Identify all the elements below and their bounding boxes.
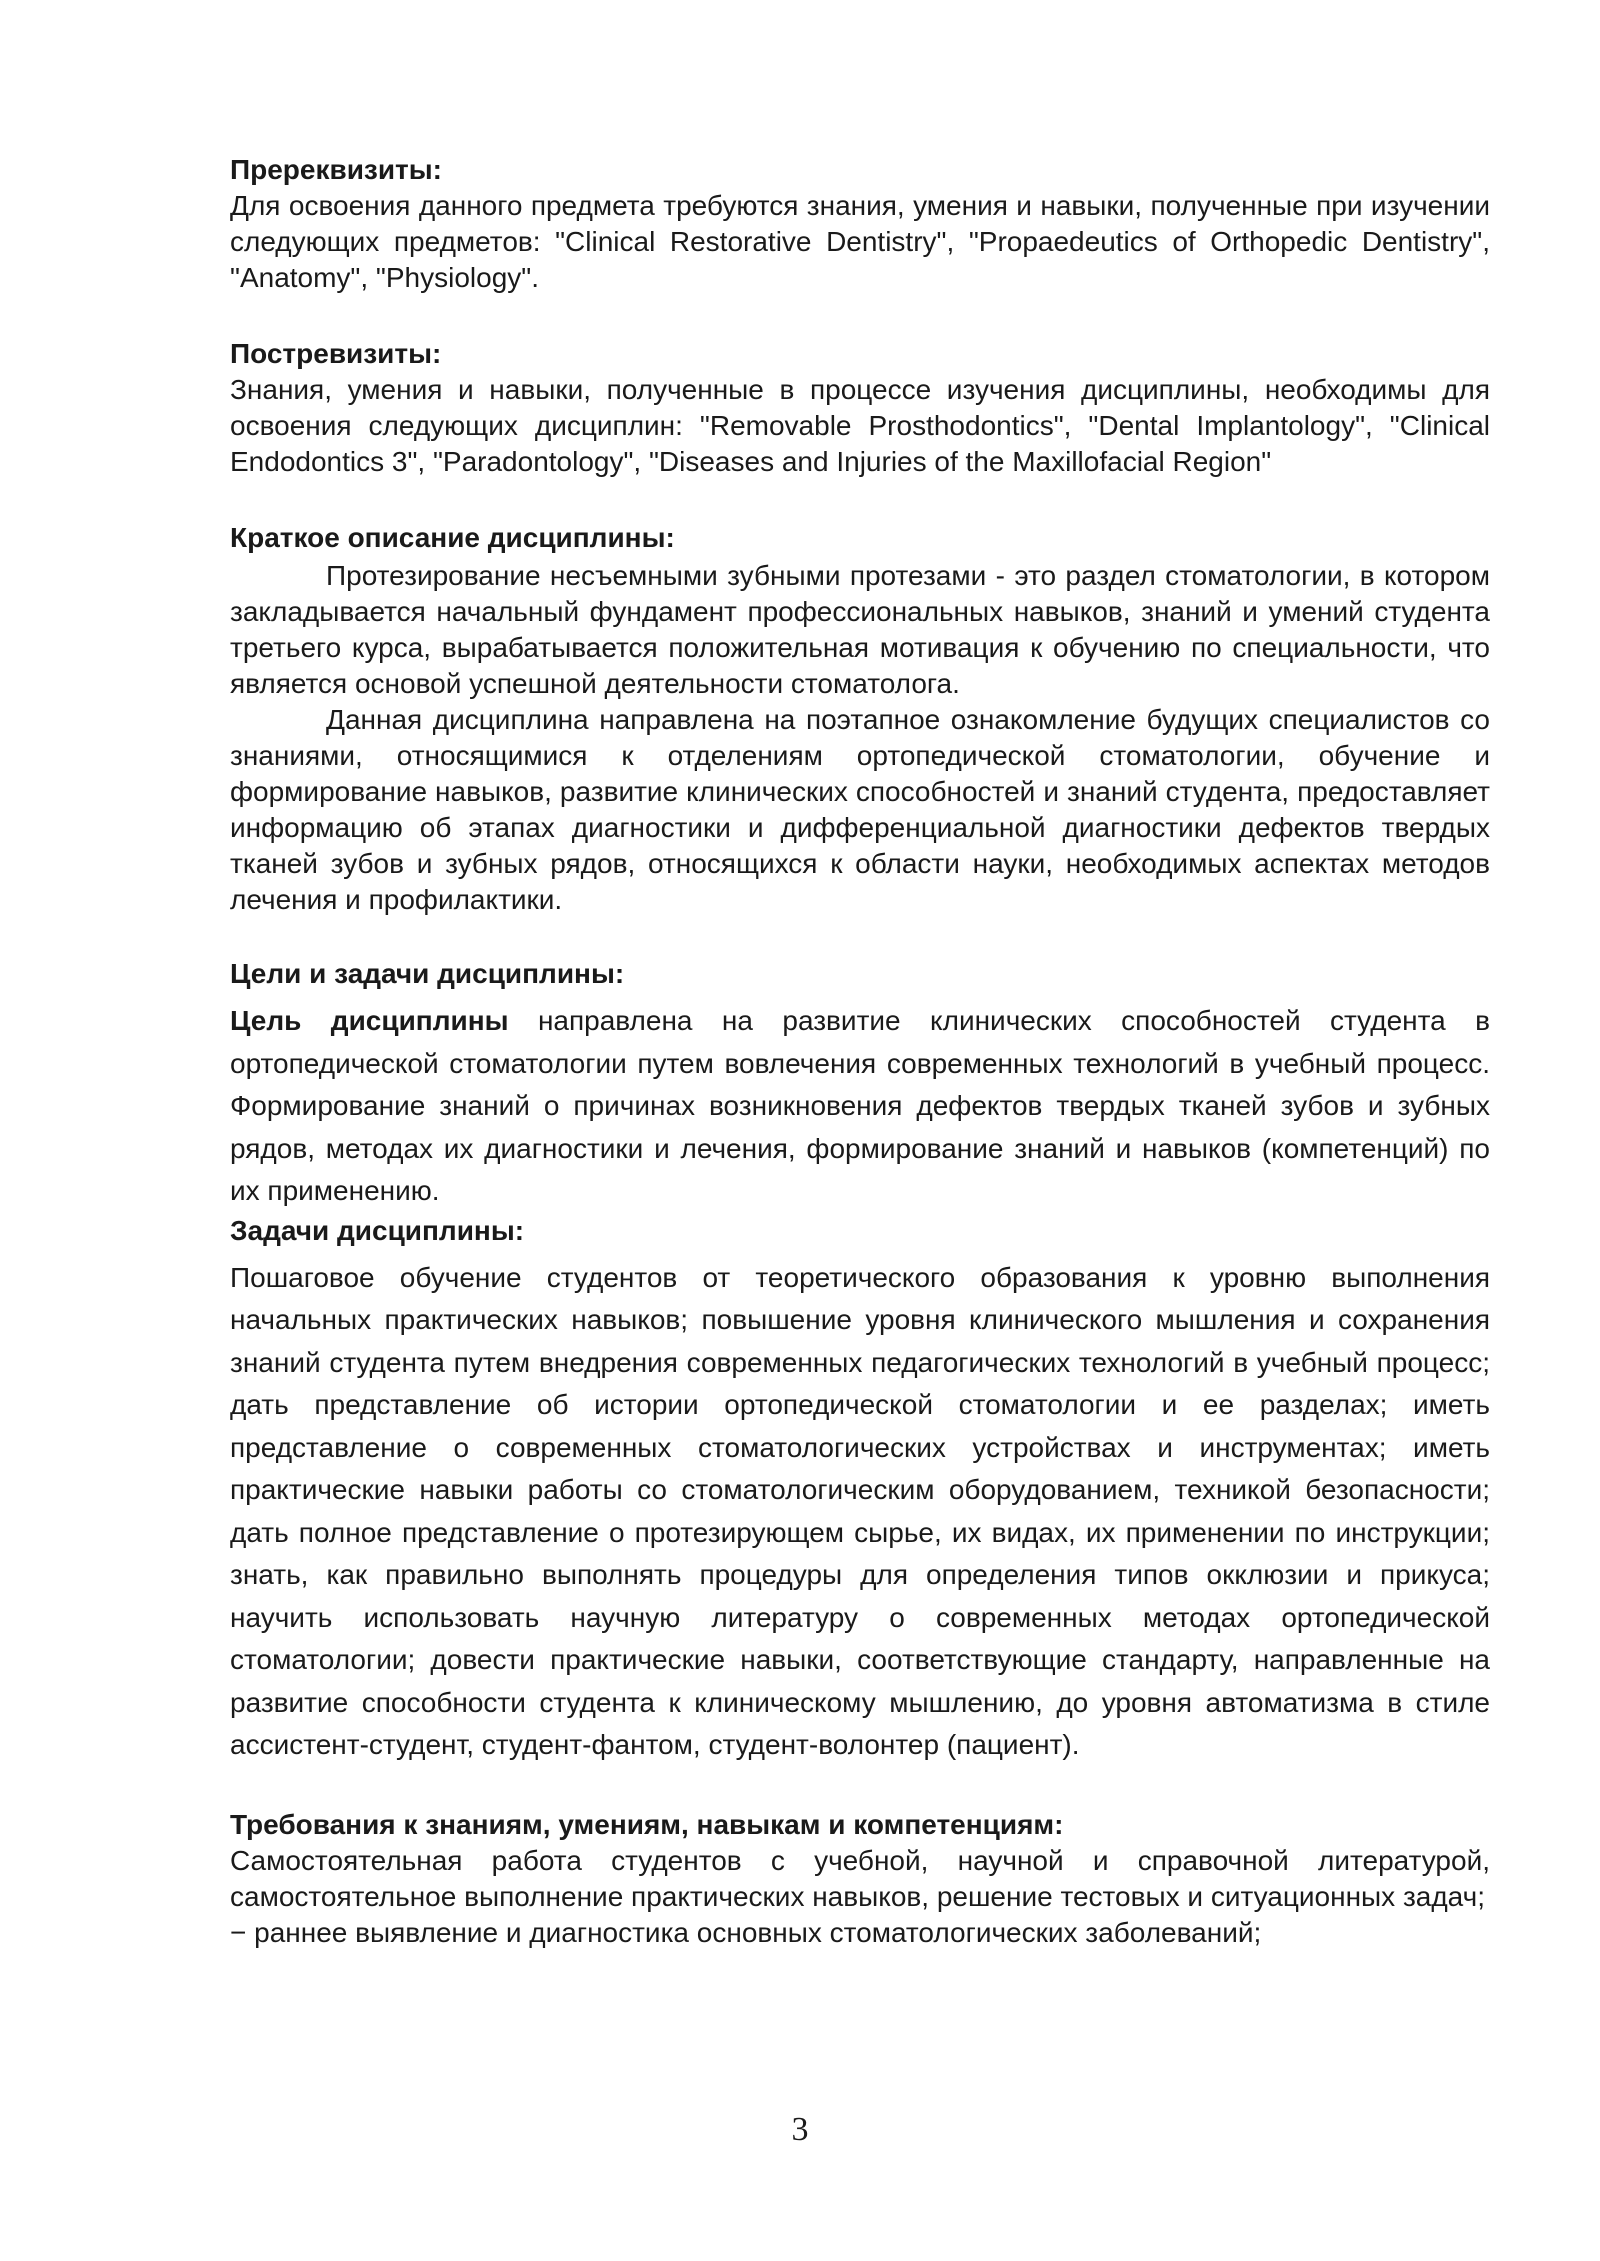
goals-title: Цели и задачи дисциплины:	[230, 958, 625, 989]
document-page	[230, 152, 1490, 1951]
requirements-item-1: − раннее выявление и диагностика основных стоматологических заболеваний;	[230, 1916, 1262, 1948]
description-section	[230, 520, 1490, 918]
requirements-title: Требования к знаниям, умениям, навыкам и компетенциям:	[230, 1808, 1064, 1840]
postrequisites-text: Знания, умения и навыки, полученные в процессе изучения дисциплины, необходимы для освоения следующих дисциплин: "Removable Prosthodontics", "Dental Implantology", "Clinical Endodontics 3", "Paradontology", "Diseases and Injuries of the Maxillofacial Region"	[230, 374, 1490, 477]
goal-text: направлена на развитие клинических способностей студента в ортопедической стоматологии путем вовлечения современных технологий в учебный процесс. Формирование знаний о причинах возникновения дефектов твердых тканей зубов и зубных рядов, методах их диагностики и лечения, формирование знаний и навыков (компетенций) по их применению.	[230, 1005, 1490, 1206]
description-paragraph-1: Протезирование несъемными зубными протезами - это раздел стоматологии, в котором закладывается начальный фундамент профессиональных навыков, знаний и умений студента третьего курса, вырабатывается положительная мотивация к обучению по специальности, что является основой успешной деятельности стоматолога.	[230, 560, 1490, 699]
page-number: 3	[791, 2111, 809, 2148]
requirements-section	[230, 1807, 1490, 1951]
goal-paragraph	[230, 1000, 1490, 1213]
prerequisites-title: Пререквизиты:	[230, 154, 442, 185]
postrequisites-title: Постревизиты:	[230, 338, 442, 369]
description-title: Краткое описание дисциплины:	[230, 522, 675, 553]
goal-label: Цель дисциплины	[230, 1005, 509, 1036]
goals-section	[230, 956, 1490, 1767]
prerequisites-section	[230, 152, 1490, 296]
tasks-title: Задачи дисциплины:	[230, 1214, 525, 1246]
requirements-text: Самостоятельная работа студентов с учебной, научной и справочной литературой, самостоятельное выполнение практических навыков, решение тестовых и ситуационных задач;	[230, 1844, 1490, 1912]
prerequisites-text: Для освоения данного предмета требуются знания, умения и навыки, полученные при изучении следующих предметов: "Clinical Restorative Dentistry", "Propaedeutics of Orthopedic Dentistry", "Anatomy", "Physiology".	[230, 190, 1490, 293]
tasks-text: Пошаговое обучение студентов от теоретического образования к уровню выполнения начальных практических навыков; повышение уровня клинического мышления и сохранения знаний студента путем внедрения современных педагогических технологий в учебный процесс; дать представление об истории ортопедической стоматологии и ее разделах; иметь представление о современных стоматологических устройствах и инструментах; иметь практические навыки работы со стоматологическим оборудованием, техникой безопасности; дать полное представление о протезирующем сырье, их видах, их применении по инструкции; знать, как правильно выполнять процедуры для определения типов окклюзии и прикуса; научить использовать научную литературу о современных методах ортопедической стоматологии; довести практические навыки, соответствующие стандарту, направленные на развитие способности студента к клиническому мышлению, до уровня автоматизма в стиле ассистент-студент, студент-фантом, студент-волонтер (пациент).	[230, 1261, 1490, 1760]
description-paragraph-2: Данная дисциплина направлена на поэтапное ознакомление будущих специалистов со знаниями, относящимися к отделениям ортопедической стоматологии, обучение и формирование навыков, развитие клинических способностей и знаний студента, предоставляет информацию об этапах диагностики и дифференциальной диагностики дефектов твердых тканей зубов и зубных рядов, относящихся к области науки, необходимых аспектах методов лечения и профилактики.	[230, 704, 1490, 915]
postrequisites-section	[230, 336, 1490, 480]
